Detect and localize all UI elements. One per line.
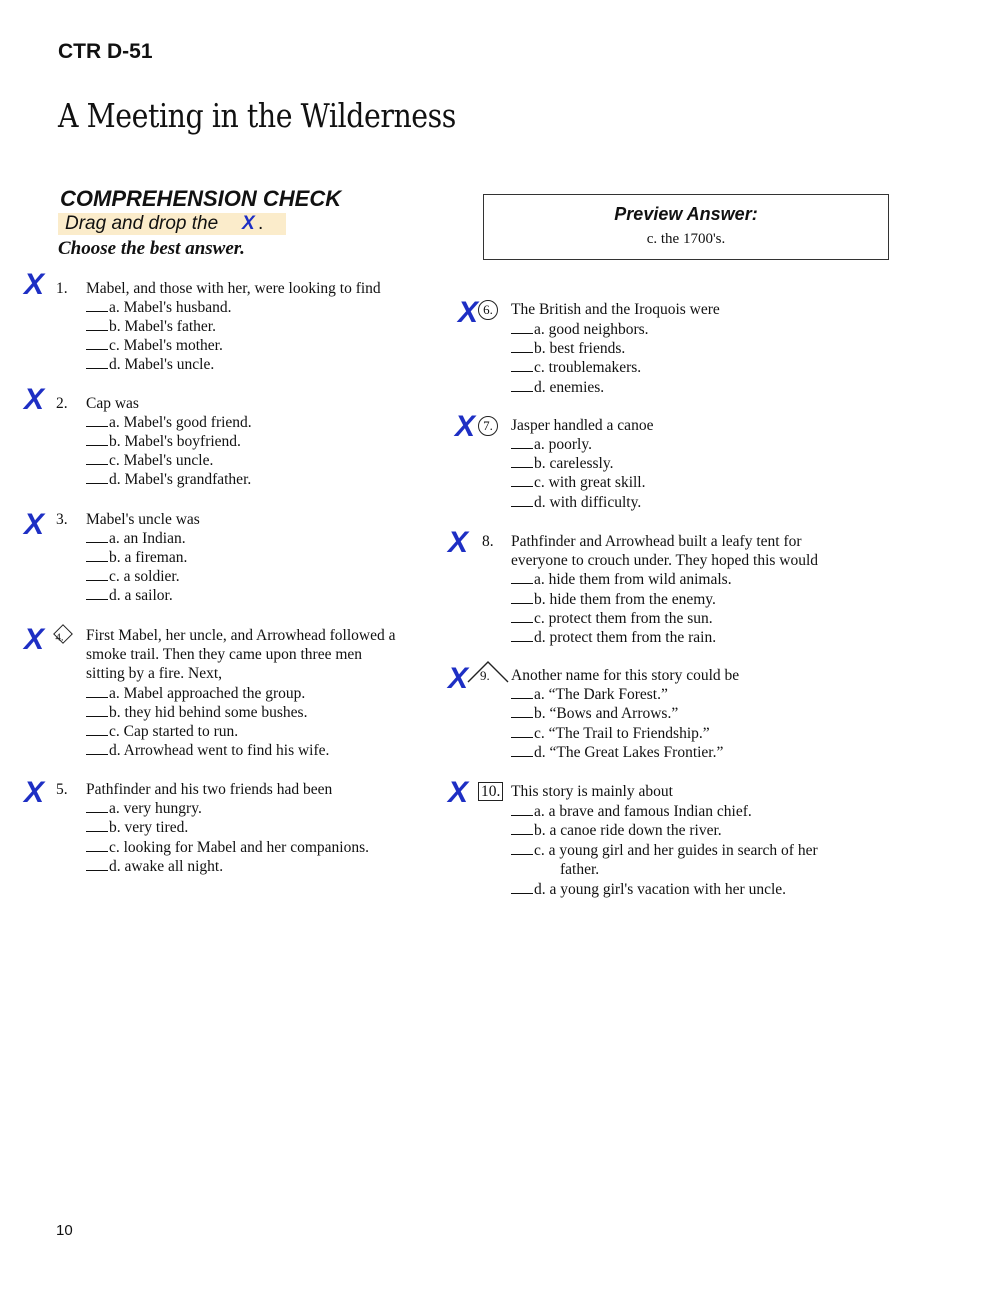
question-number: 8. xyxy=(482,533,494,550)
answer-blank[interactable] xyxy=(86,704,108,717)
question-number-circled xyxy=(478,416,504,436)
answer-blank[interactable] xyxy=(511,494,533,507)
answer-option[interactable]: b. “Bows and Arrows.” xyxy=(511,704,678,723)
answer-option[interactable]: d. Mabel's uncle. xyxy=(86,355,214,374)
answer-option[interactable]: d. “The Great Lakes Frontier.” xyxy=(511,743,723,762)
story-title: A Meeting in the Wilderness xyxy=(58,96,456,135)
preview-answer-box xyxy=(483,194,889,260)
answer-option[interactable]: a. an Indian. xyxy=(86,529,186,548)
draggable-x-mark[interactable]: X xyxy=(24,623,45,656)
answer-blank[interactable] xyxy=(511,379,533,392)
answer-option[interactable]: c. with great skill. xyxy=(511,473,646,492)
question-text: Pathfinder and his two friends had been xyxy=(86,781,333,798)
question-text: sitting by a fire. Next, xyxy=(86,665,223,682)
answer-blank[interactable] xyxy=(511,822,533,835)
question-text: smoke trail. Then they came upon three men xyxy=(86,646,363,663)
answer-option-continuation: father. xyxy=(560,861,600,878)
question-number: 9. xyxy=(480,668,490,683)
question-number-diamond xyxy=(56,627,82,647)
answer-option[interactable]: b. Mabel's father. xyxy=(86,317,216,336)
question-number: 5. xyxy=(56,781,68,798)
answer-blank[interactable] xyxy=(86,452,108,465)
preview-heading: Preview Answer: xyxy=(614,204,758,224)
answer-blank[interactable] xyxy=(86,723,108,736)
answer-blank[interactable] xyxy=(86,471,108,484)
answer-option[interactable]: b. hide them from the enemy. xyxy=(511,590,716,609)
answer-blank[interactable] xyxy=(86,858,108,871)
answer-option[interactable]: a. very hungry. xyxy=(86,799,202,818)
answer-option[interactable]: a. Mabel approached the group. xyxy=(86,684,305,703)
answer-blank[interactable] xyxy=(511,340,533,353)
answer-option[interactable]: a. “The Dark Forest.” xyxy=(511,685,668,704)
answer-option[interactable]: b. carelessly. xyxy=(511,454,613,473)
answer-blank[interactable] xyxy=(511,842,533,855)
draggable-x-mark[interactable]: X xyxy=(24,268,45,301)
question-number-boxed xyxy=(478,782,512,801)
instruction-banner xyxy=(58,213,286,235)
answer-option[interactable]: b. best friends. xyxy=(511,339,625,358)
draggable-x-mark[interactable]: X xyxy=(24,776,45,809)
answer-blank[interactable] xyxy=(86,549,108,562)
answer-blank[interactable] xyxy=(86,819,108,832)
question-number-circled xyxy=(478,300,504,320)
answer-blank[interactable] xyxy=(511,359,533,372)
question-text: Jasper handled a canoe xyxy=(511,417,654,434)
question-text: Mabel, and those with her, were looking to find xyxy=(86,280,381,297)
instruction-period: . xyxy=(258,213,264,234)
section-heading: COMPREHENSION CHECK xyxy=(60,186,342,211)
answer-option[interactable]: c. protect them from the sun. xyxy=(511,609,713,628)
answer-option[interactable]: a. Mabel's good friend. xyxy=(86,413,252,432)
answer-option[interactable]: b. a canoe ride down the river. xyxy=(511,821,722,840)
answer-blank[interactable] xyxy=(511,744,533,757)
instruction-text: Drag and drop the xyxy=(65,213,219,234)
answer-option[interactable]: d. a young girl's vacation with her uncle. xyxy=(511,880,786,899)
answer-blank[interactable] xyxy=(86,337,108,350)
answer-option[interactable]: d. enemies. xyxy=(511,378,604,397)
circled-number: 6. xyxy=(478,300,498,320)
answer-option[interactable]: a. hide them from wild animals. xyxy=(511,570,732,589)
question-number: 2. xyxy=(56,395,68,412)
answer-blank[interactable] xyxy=(511,474,533,487)
answer-blank[interactable] xyxy=(86,356,108,369)
answer-option[interactable]: a. poorly. xyxy=(511,435,592,454)
answer-option[interactable]: b. Mabel's boyfriend. xyxy=(86,432,241,451)
answer-blank[interactable] xyxy=(86,800,108,813)
answer-option[interactable]: c. troublemakers. xyxy=(511,358,641,377)
answer-blank[interactable] xyxy=(511,803,533,816)
answer-option[interactable]: b. a fireman. xyxy=(86,548,187,567)
answer-option[interactable]: c. Mabel's mother. xyxy=(86,336,223,355)
question-text: everyone to crouch under. They hoped this would xyxy=(511,552,819,569)
answer-blank[interactable] xyxy=(511,705,533,718)
answer-option[interactable]: d. Arrowhead went to find his wife. xyxy=(86,741,329,760)
answer-option[interactable]: d. awake all night. xyxy=(86,857,223,876)
answer-blank[interactable] xyxy=(86,530,108,543)
answer-option[interactable]: c. looking for Mabel and her companions. xyxy=(86,838,369,857)
answer-blank[interactable] xyxy=(511,881,533,894)
draggable-x-mark[interactable]: X xyxy=(448,526,469,559)
answer-blank[interactable] xyxy=(511,686,533,699)
answer-blank[interactable] xyxy=(86,742,108,755)
draggable-x-mark[interactable]: X xyxy=(448,662,469,695)
answer-blank[interactable] xyxy=(86,839,108,852)
answer-option[interactable]: c. a young girl and her guides in search of her xyxy=(511,841,818,860)
question-number: 1. xyxy=(56,280,68,297)
answer-option[interactable]: c. “The Trail to Friendship.” xyxy=(511,724,710,743)
boxed-number: 10. xyxy=(478,782,503,801)
question-text: Mabel's uncle was xyxy=(86,511,200,528)
answer-blank[interactable] xyxy=(511,725,533,738)
diamond-icon: 4. xyxy=(53,624,73,644)
question-text: First Mabel, her uncle, and Arrowhead followed a xyxy=(86,627,396,644)
answer-blank[interactable] xyxy=(86,433,108,446)
question-text: This story is mainly about xyxy=(511,783,673,800)
answer-blank[interactable] xyxy=(86,318,108,331)
draggable-x-mark[interactable]: X xyxy=(458,296,479,329)
answer-blank[interactable] xyxy=(86,587,108,600)
instruction-subheading: Choose the best answer. xyxy=(58,238,245,259)
answer-option[interactable]: d. protect them from the rain. xyxy=(511,628,716,647)
answer-option[interactable]: a. good neighbors. xyxy=(511,320,649,339)
question-text: Pathfinder and Arrowhead built a leafy tent for xyxy=(511,533,802,550)
answer-blank[interactable] xyxy=(511,436,533,449)
draggable-x-mark[interactable]: X xyxy=(448,776,469,809)
draggable-x-mark[interactable]: X xyxy=(24,508,45,541)
answer-blank[interactable] xyxy=(511,321,533,334)
answer-blank[interactable] xyxy=(511,629,533,642)
page-number: 10 xyxy=(56,1222,73,1239)
answer-blank[interactable] xyxy=(86,414,108,427)
answer-option[interactable]: b. they hid behind some bushes. xyxy=(86,703,307,722)
answer-option[interactable]: d. with difficulty. xyxy=(511,493,641,512)
question-text: Another name for this story could be xyxy=(511,667,740,684)
answer-option[interactable]: a. a brave and famous Indian chief. xyxy=(511,802,752,821)
answer-blank[interactable] xyxy=(86,685,108,698)
answer-option[interactable]: c. Mabel's uncle. xyxy=(86,451,213,470)
answer-blank[interactable] xyxy=(511,455,533,468)
draggable-x-mark-sample[interactable]: X xyxy=(242,213,255,234)
answer-option[interactable]: d. Mabel's grandfather. xyxy=(86,470,251,489)
question-number: 3. xyxy=(56,511,68,528)
answer-blank[interactable] xyxy=(86,299,108,312)
answer-blank[interactable] xyxy=(511,571,533,584)
draggable-x-mark[interactable]: X xyxy=(24,383,45,416)
preview-answer: c. the 1700's. xyxy=(646,231,726,247)
worksheet-code: CTR D-51 xyxy=(58,40,153,63)
circled-number: 7. xyxy=(478,416,498,436)
answer-option[interactable]: d. a sailor. xyxy=(86,586,173,605)
answer-option[interactable]: b. very tired. xyxy=(86,818,188,837)
answer-blank[interactable] xyxy=(86,568,108,581)
answer-option[interactable]: a. Mabel's husband. xyxy=(86,298,231,317)
answer-option[interactable]: c. Cap started to run. xyxy=(86,722,238,741)
answer-option[interactable]: c. a soldier. xyxy=(86,567,180,586)
answer-blank[interactable] xyxy=(511,610,533,623)
draggable-x-mark[interactable]: X xyxy=(455,410,476,443)
answer-blank[interactable] xyxy=(511,591,533,604)
question-text: The British and the Iroquois were xyxy=(511,301,720,318)
question-text: Cap was xyxy=(86,395,139,412)
